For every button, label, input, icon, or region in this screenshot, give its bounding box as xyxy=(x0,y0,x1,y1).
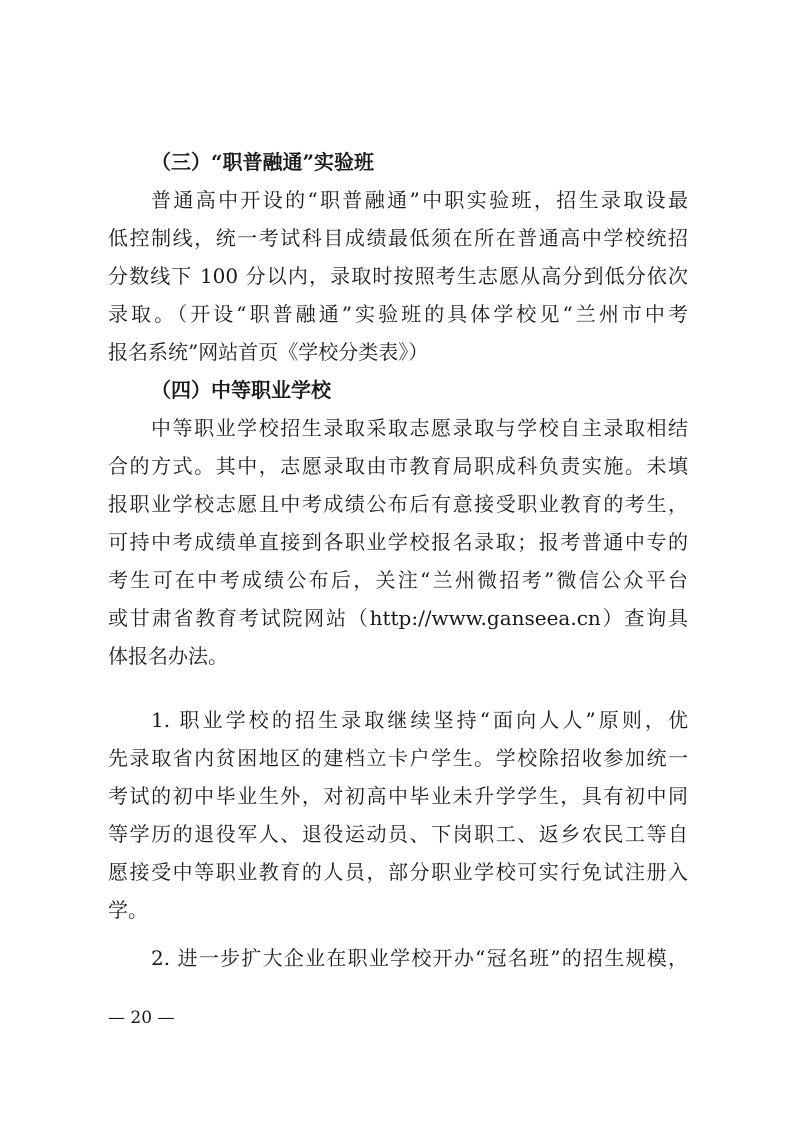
page-number: — 20 — xyxy=(108,1008,175,1028)
list-item-line: 考试的初中毕业生外，对初高中毕业未升学学生，具有初中同 xyxy=(108,784,688,808)
section-heading: （三）“职普融通”实验班 xyxy=(151,150,375,174)
paragraph-line: 体报名办法。 xyxy=(108,644,228,668)
paragraph-line: 普通高中开设的“职普融通”中职实验班，招生录取设最 xyxy=(151,188,688,212)
paragraph-line: 报名系统”网站首页《学校分类表》） xyxy=(108,340,429,364)
list-item-line: 1. 职业学校的招生录取继续坚持“面向人人”原则，优 xyxy=(151,708,688,732)
paragraph-line: 考生可在中考成绩公布后，关注“兰州微招考”微信公众平台 xyxy=(108,568,688,592)
list-item-line: 2. 进一步扩大企业在职业学校开办“冠名班”的招生规模， xyxy=(151,946,688,970)
list-item-line: 先录取省内贫困地区的建档立卡户学生。学校除招收参加统一 xyxy=(108,746,688,770)
paragraph-line: 可持中考成绩单直接到各职业学校报名录取；报考普通中专的 xyxy=(108,530,688,554)
paragraph-line: 中等职业学校招生录取采取志愿录取与学校自主录取相结 xyxy=(151,416,688,440)
paragraph-line: 分数线下 100 分以内，录取时按照考生志愿从高分到低分依次 xyxy=(108,264,688,288)
paragraph-line: 低控制线，统一考试科目成绩最低须在所在普通高中学校统招 xyxy=(108,226,688,250)
paragraph-line: 报职业学校志愿且中考成绩公布后有意接受职业教育的考生， xyxy=(108,492,688,516)
list-item-line: 学。 xyxy=(108,898,148,922)
paragraph-line: 录取。（开设“职普融通”实验班的具体学校见“兰州市中考 xyxy=(108,302,688,326)
section-heading: （四）中等职业学校 xyxy=(151,378,331,402)
list-item-line: 愿接受中等职业教育的人员，部分职业学校可实行免试注册入 xyxy=(108,860,688,884)
paragraph-line: 合的方式。其中，志愿录取由市教育局职成科负责实施。未填 xyxy=(108,454,688,478)
list-item-line: 等学历的退役军人、退役运动员、下岗职工、返乡农民工等自 xyxy=(108,822,688,846)
paragraph-line: 或甘肃省教育考试院网站（http://www.ganseea.cn）查询具 xyxy=(108,606,688,630)
